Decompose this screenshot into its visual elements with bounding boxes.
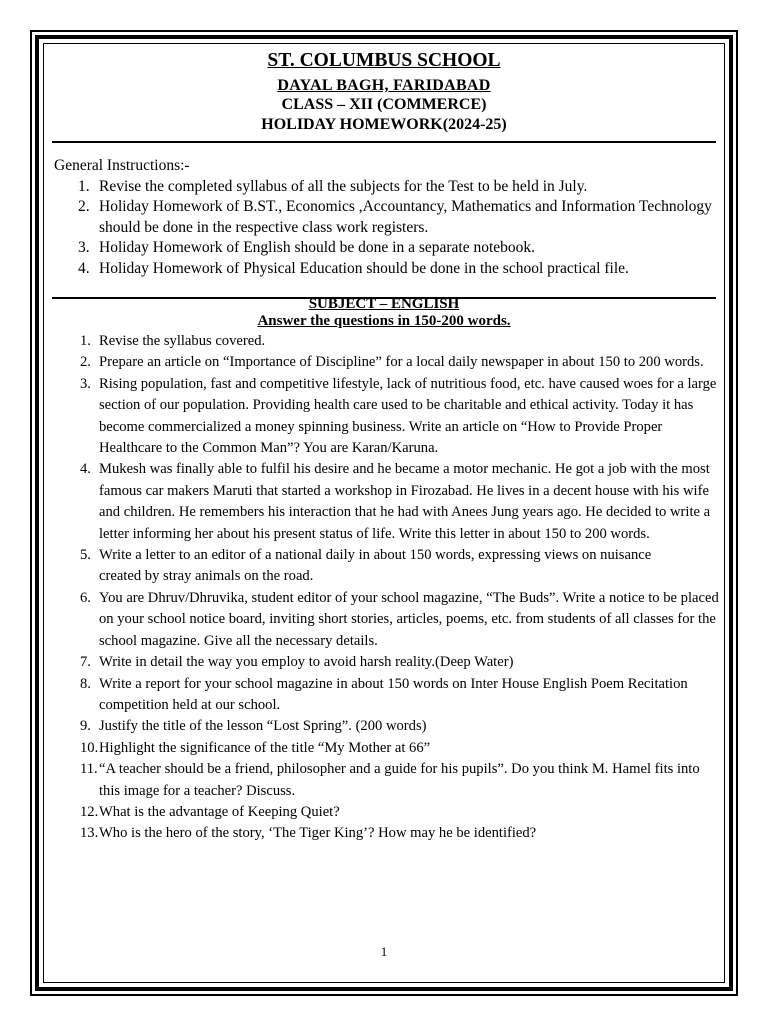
question-item: 10. Highlight the significance of the title “My Mother at 66” — [80, 739, 431, 756]
question-item: 12. What is the advantage of Keeping Quiet? — [80, 803, 340, 820]
question-item: 13. Who is the hero of the story, ‘The Tiger King’? How may he be identified? — [80, 825, 537, 842]
homework-title: HOLIDAY HOMEWORK(2024-25) — [261, 116, 507, 133]
question-continuation: created by stray animals on the road. — [99, 568, 314, 585]
general-instructions-title: General Instructions:- — [54, 157, 190, 174]
general-instructions-list — [54, 177, 724, 279]
document-page — [44, 44, 724, 982]
question-item: 3. Rising population, fast and competitive lifestyle, lack of nutritious food, etc. have caused woes for a large section of our population. Providing health care used to be charitable and ethical activity. Today it has become commercialized a money spinning business. Write an article on “How to Provide Proper Healthcare to the Common Man”? You are Karan/Karuna. — [80, 375, 717, 457]
question-item: 5. Write a letter to an editor of a national daily in about 150 words, expressing views on nuisance created by stray animals on the road. — [44, 545, 724, 588]
page-number: 1 — [380, 944, 388, 959]
question-item: 9. Justify the title of the lesson “Lost Spring”. (200 words) — [80, 718, 427, 735]
subject-instruction: Answer the questions in 150-200 words. — [257, 313, 511, 329]
school-name: ST. COLUMBUS SCHOOL — [267, 50, 501, 71]
question-item: 6. You are Dhruv/Dhruvika, student editor of your school magazine, “The Buds”. Write a notice to be placed on your school notice board, inviting short stories, articles, poems, etc. from students of all classes for the school magazine. Give all the necessary details. — [80, 589, 719, 649]
question-item: 11. “A teacher should be a friend, philosopher and a guide for his pupils”. Do you think M. Hamel fits into this image for a teacher? Discuss. — [80, 761, 700, 799]
question-item: 4. Mukesh was finally able to fulfil his desire and he became a motor mechanic. He got a job with the most famous car makers Maruti that started a workshop in Firozabad. He lives in a decent house with his wife and children. He remembers his interaction that he had with Anees Jung years ago. He decided to write a letter informing her about his present status of life. Write this letter in about 150 to 200 words. — [80, 461, 711, 542]
instruction-item: 4. Holiday Homework of Physical Education should be done in the school practical file. — [78, 259, 629, 277]
question-item: 8. Write a report for your school magazine in about 150 words on Inter House English Poem Recitation competition held at our school. — [80, 675, 688, 713]
instruction-item: 1. Revise the completed syllabus of all the subjects for the Test to be held in July. — [78, 178, 588, 195]
subject-heading: SUBJECT – ENGLISH — [308, 296, 460, 312]
english-question-list — [44, 331, 724, 845]
instruction-item: 3. Holiday Homework of English should be done in a separate notebook. — [78, 239, 536, 257]
school-location: DAYAL BAGH, FARIDABAD — [277, 77, 491, 94]
instruction-item: 2. Holiday Homework of B.ST., Economics ,Accountancy, Mathematics and Information Technology should be done in the respective class work registers. — [78, 198, 712, 236]
question-item: 7. Write in detail the way you employ to avoid harsh reality.(Deep Water) — [80, 654, 514, 671]
question-item: 2. Prepare an article on “Importance of Discipline” for a local daily newspaper in about 150 to 200 words. — [80, 354, 704, 371]
class-title: CLASS – XII (COMMERCE) — [281, 96, 487, 113]
header-divider — [52, 141, 716, 143]
question-item: 1. Revise the syllabus covered. — [80, 333, 266, 349]
